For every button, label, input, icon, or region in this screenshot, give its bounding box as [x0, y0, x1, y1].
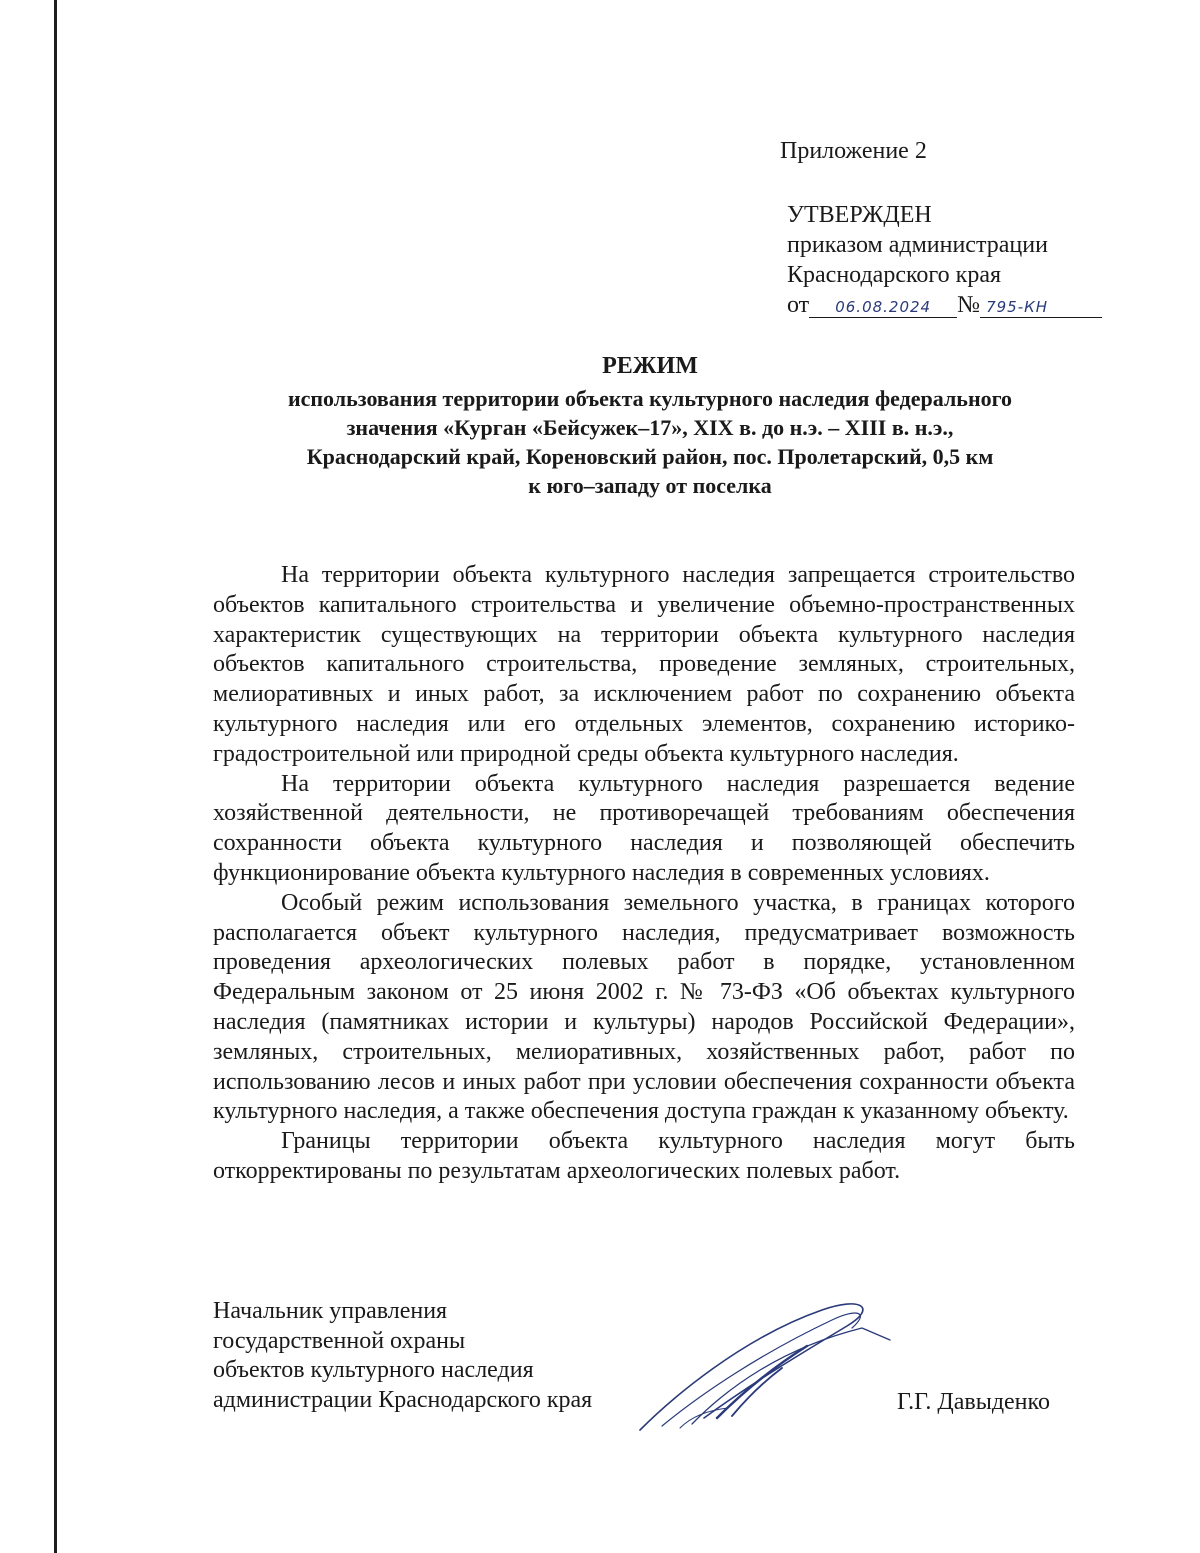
- appendix-label: Приложение 2: [780, 138, 927, 164]
- signer-line-4: администрации Краснодарского края: [213, 1386, 593, 1413]
- title-line-2: значения «Курган «Бейсужек–17», XIX в. до н.э. – XIII в. н.э.,: [346, 415, 954, 440]
- title-line-3: Краснодарский край, Кореновский район, пос. Пролетарский, 0,5 км: [306, 444, 994, 469]
- paragraph-permitted-activity: На территории объекта культурного наследия разрешается ведение хозяйственной деятельности, не противоречащей требованиям обеспечения сохранности объекта культурного наследия и позволяющей обеспечить функционирование объекта культурного наследия в современных условиях.: [213, 770, 1075, 886]
- paragraph-special-regime: Особый режим использования земельного участка, в границах которого располагается объект культурного наследия, предусматривает возможность проведения археологических полевых работ в порядке, установленном Федеральным законом от 25 июня 2002 г. № 73-ФЗ «Об объектах культурного наследия (памятниках истории и культуры) народов Российской Федерации», земляных, строительных, мелиоративных, хозяйственных работ, работ по использованию лесов и иных работ при условии обеспечения сохранности объекта культурного наследия, а также обеспечения доступа граждан к указанному объекту.: [213, 889, 1075, 1125]
- approval-line-1: УТВЕРЖДЕН: [787, 202, 932, 228]
- document-title: [200, 352, 1100, 500]
- signer-line-3: объектов культурного наследия: [213, 1357, 534, 1383]
- title-line-4: к юго–западу от поселка: [528, 473, 772, 498]
- paragraph-boundaries: Границы территории объекта культурного наследия могут быть откорректированы по результатам археологических полевых работ.: [213, 1128, 1075, 1184]
- signer-line-1: Начальник управления: [213, 1298, 448, 1324]
- document-body: [213, 561, 1075, 1187]
- title-main: РЕЖИМ: [602, 353, 698, 379]
- number-prefix: №: [957, 292, 981, 318]
- approval-number: 795-КН: [980, 297, 1102, 318]
- approval-date-line: [787, 290, 1102, 320]
- page-left-edge: [54, 0, 57, 1553]
- approval-line-3: Краснодарского края: [787, 262, 1002, 288]
- paragraph-prohibitions: На территории объекта культурного наследия запрещается строительство объектов капитального строительства и увеличение объемно-пространственных характеристик существующих на территории объекта культурного наследия объектов капитального строительства, проведение земляных, строительных, мелиоративных и иных работ, за исключением работ по сохранению объекта культурного наследия или его отдельных элементов, сохранению историко-градостроительной или природной среды объекта культурного наследия.: [213, 562, 1075, 767]
- title-line-1: использования территории объекта культурного наследия федерального: [287, 386, 1013, 411]
- approval-stamp: [787, 200, 1102, 320]
- date-prefix: от: [787, 292, 810, 318]
- signer-position: [213, 1297, 592, 1415]
- signer-line-2: государственной охраны: [213, 1327, 466, 1354]
- approval-date: 06.08.2024: [809, 297, 957, 318]
- approval-line-2: приказом администрации: [787, 232, 1048, 258]
- handwritten-signature: [632, 1298, 892, 1438]
- signer-name: Г.Г. Давыденко: [897, 1389, 1050, 1415]
